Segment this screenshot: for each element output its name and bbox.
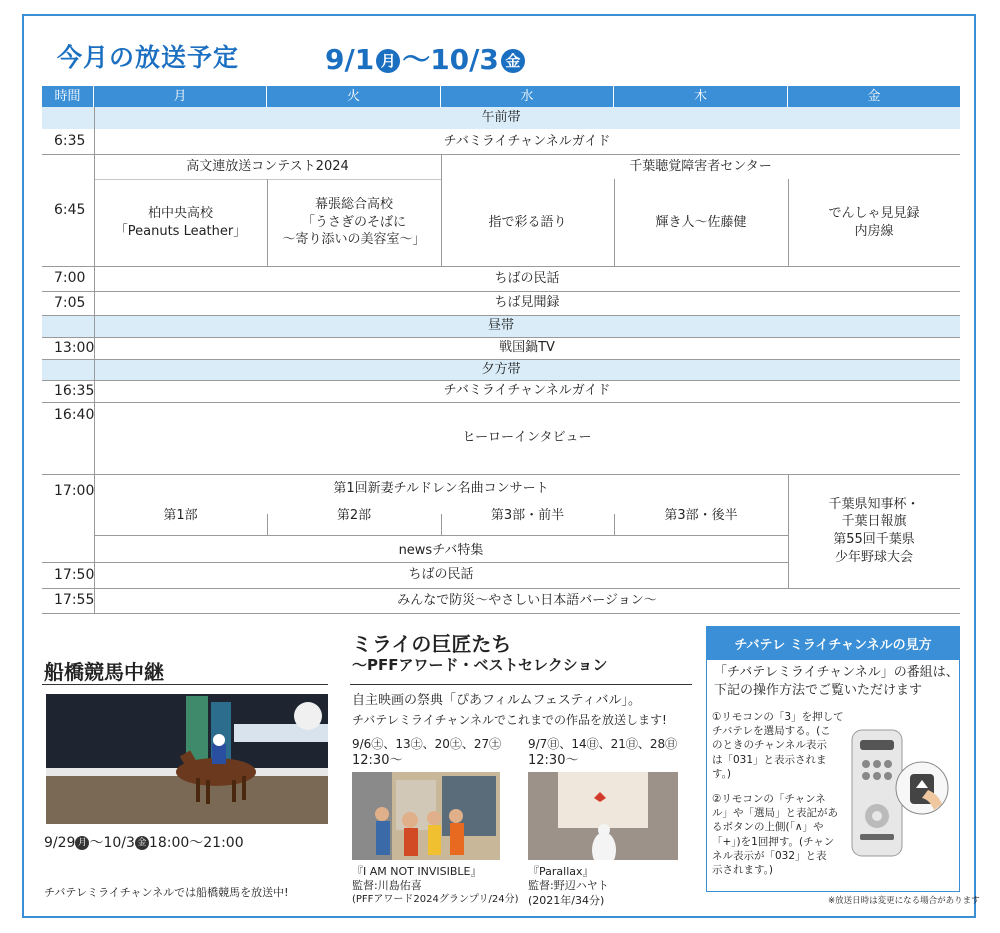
divider xyxy=(441,514,442,535)
divider xyxy=(42,588,960,589)
channel-guide-title: チバテレ ミライチャンネルの見方 xyxy=(706,626,960,660)
film1-director: 監督:川島佑喜 xyxy=(352,879,422,892)
divider xyxy=(42,684,328,685)
remote-control-icon xyxy=(848,726,954,860)
concert-part3b: 第3部・後半 xyxy=(664,508,738,524)
film1-dates: 9/6㊏、13㊏、20㊏、27㊏ xyxy=(352,737,502,751)
divider xyxy=(42,562,788,563)
divider xyxy=(42,291,960,292)
divider xyxy=(614,514,615,535)
col-header-fri: 金 xyxy=(788,86,960,107)
time-0705: 7:05 xyxy=(54,294,86,311)
col-header-thu: 木 xyxy=(614,86,788,107)
channel-guide-step1: ①リモコンの「3」を押して チバテレを選局する。(こ のときのチャンネル表示 は「031」と表示されま す。) xyxy=(712,711,844,780)
page-title: 今月の放送予定 xyxy=(57,43,240,72)
band-evening: 夕方帯 xyxy=(42,359,960,380)
program-fri-0645: でんしゃ見見録 内房線 xyxy=(828,205,920,239)
film1-title: 『I AM NOT INVISIBLE』 xyxy=(352,865,482,878)
program-wed-0645: 指で彩る語り xyxy=(488,214,567,230)
mirai-intro-1: 自主映画の祭典「ぴあフィルムフェスティバル」。 xyxy=(352,693,641,708)
program-tue-0645: 幕張総合高校 「うさぎのそばに ～寄り添いの美容室～」 xyxy=(282,197,426,248)
day-badge-fri: 金 xyxy=(135,836,149,850)
program-contest: 高文連放送コンテスト2024 xyxy=(186,158,349,174)
film2-note: (2021年/34分) xyxy=(528,894,605,907)
schedule-disclaimer: ※放送日時は変更になる場合があります xyxy=(828,896,980,906)
mirai-intro-2: チバテレミライチャンネルでこれまでの作品を放送します! xyxy=(352,713,667,727)
time-1700: 17:00 xyxy=(54,483,95,499)
film1-time: 12:30～ xyxy=(352,753,403,768)
program-1755: みんなで防災～やさしい日本語バージョン～ xyxy=(397,592,657,608)
day-badge-fri: 金 xyxy=(501,49,525,73)
program-news: newsチバ特集 xyxy=(398,542,484,558)
day-badge-mon: 月 xyxy=(75,836,89,850)
program-mon-0645: 柏中央高校 「Peanuts Leather」 xyxy=(114,205,247,239)
band-morning: 午前帯 xyxy=(42,107,960,129)
film2-dates: 9/7㊐、14㊐、21㊐、28㊐ xyxy=(528,737,678,751)
divider xyxy=(788,474,789,588)
band-noon: 昼帯 xyxy=(42,315,960,337)
film2-still xyxy=(528,772,678,860)
time-1640: 16:40 xyxy=(54,407,95,423)
time-1635: 16:35 xyxy=(54,382,95,399)
program-guide-1635: チバミライチャンネルガイド xyxy=(443,383,611,399)
time-1755: 17:55 xyxy=(54,592,95,609)
horse-racing-photo xyxy=(46,694,328,824)
col-header-mon: 月 xyxy=(94,86,267,107)
divider xyxy=(267,514,268,535)
day-badge-mon: 月 xyxy=(376,49,400,73)
divider xyxy=(42,380,960,381)
program-0705: ちば見聞録 xyxy=(494,295,560,311)
divider xyxy=(42,402,960,403)
col-header-time: 時間 xyxy=(42,86,94,107)
col-header-wed: 水 xyxy=(441,86,614,107)
time-0700: 7:00 xyxy=(54,270,86,287)
film1-still xyxy=(352,772,500,860)
channel-guide-step2: ②リモコンの「チャンネ ル」や「選局」と表記があ るボタンの上側(「∧」や 「+」)を1回押す。(チャン ネル表示が「032」と表 示されます。) xyxy=(712,793,838,876)
divider xyxy=(94,535,788,536)
concert-part3a: 第3部・前半 xyxy=(490,508,565,524)
divider xyxy=(42,613,960,614)
program-thu-0645: 輝き人～佐藤健 xyxy=(655,214,747,230)
divider xyxy=(267,179,268,266)
mirai-subtitle: ～PFFアワード・ベストセレクション xyxy=(352,656,608,674)
divider xyxy=(614,179,615,266)
time-1750: 17:50 xyxy=(54,566,95,583)
funabashi-title: 船橋競馬中継 xyxy=(44,660,164,684)
divider xyxy=(42,474,960,475)
divider xyxy=(788,179,789,266)
film2-time: 12:30～ xyxy=(528,753,579,768)
time-0635: 6:35 xyxy=(54,133,86,150)
divider xyxy=(441,154,442,266)
program-fri-1700: 千葉県知事杯・ 千葉日報旗 第55回千葉県 少年野球大会 xyxy=(828,496,920,565)
mirai-title: ミライの巨匠たち xyxy=(352,632,512,656)
funabashi-note: チバテレミライチャンネルでは船橋競馬を放送中! xyxy=(44,886,289,899)
film1-note: (PFFアワード2024グランプリ/24分) xyxy=(352,894,519,905)
program-1300: 戦国鍋TV xyxy=(499,340,555,356)
divider xyxy=(94,107,95,613)
program-0700: ちばの民話 xyxy=(494,270,560,286)
program-concert: 第1回新妻チルドレン名曲コンサート xyxy=(333,481,549,497)
program-1750: ちばの民話 xyxy=(408,567,474,583)
program-chiba-center: 千葉聴覚障害者センター xyxy=(629,158,772,174)
divider xyxy=(42,154,960,155)
col-header-tue: 火 xyxy=(267,86,441,107)
concert-part1: 第1部 xyxy=(163,508,198,524)
divider xyxy=(42,266,960,267)
funabashi-schedule: 9/29 月 ～10/3 金 18:00～21:00 xyxy=(44,835,244,851)
time-0645: 6:45 xyxy=(54,201,86,218)
divider xyxy=(42,337,960,338)
divider xyxy=(42,359,960,360)
date-range: 9/1 月 ～10/3 金 xyxy=(325,38,527,78)
film2-director: 監督:野辺ハヤト xyxy=(528,879,609,892)
program-1640: ヒーローインタビュー xyxy=(462,430,592,446)
divider xyxy=(42,315,960,316)
film2-title: 『Parallax』 xyxy=(528,865,594,878)
program-guide-0635: チバミライチャンネルガイド xyxy=(443,133,611,149)
divider xyxy=(350,684,692,685)
concert-part2: 第2部 xyxy=(336,508,372,524)
channel-guide-lead: 「チバテレミライチャンネル」の番組は、 下記の操作方法でご覧いただけます xyxy=(714,665,959,698)
time-1300: 13:00 xyxy=(54,339,95,356)
